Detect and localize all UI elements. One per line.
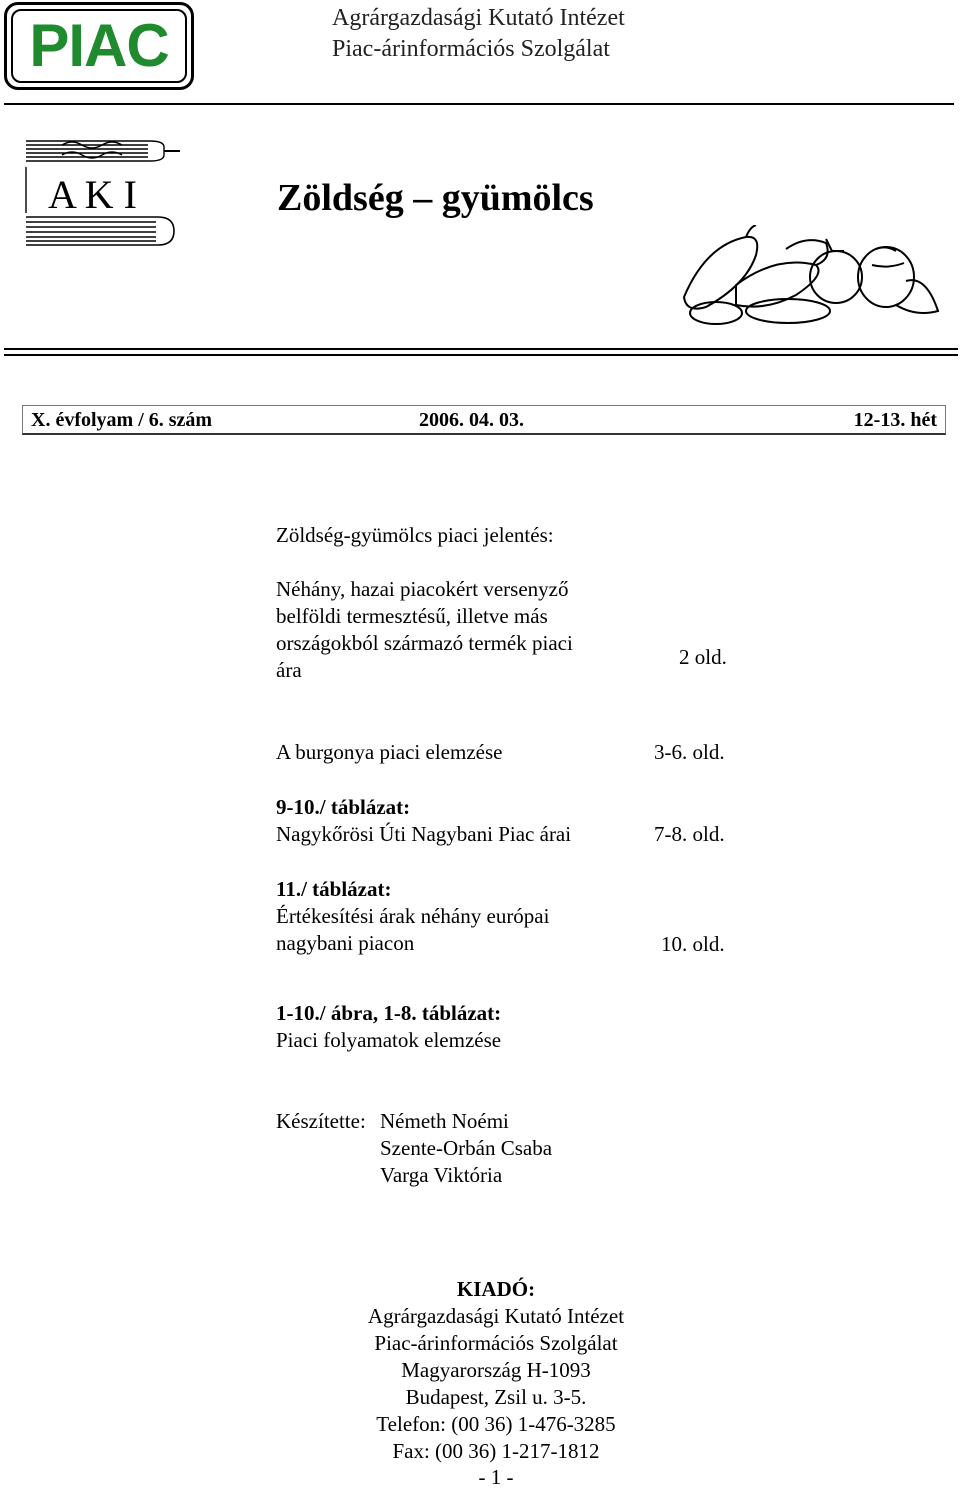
publisher-line: Agrárgazdasági Kutató Intézet [367, 1304, 625, 1328]
publisher-line: Budapest, Zsil u. 3-5. [405, 1385, 587, 1409]
section3-label: 9-10./ táblázat: [276, 795, 411, 819]
author-name: Szente-Orbán Csaba [380, 1136, 553, 1160]
section1-description [276, 576, 636, 684]
publisher-line: Telefon: (00 36) 1-476-3285 [376, 1412, 616, 1436]
piac-logo-text: PIAC [29, 12, 169, 79]
header-divider [4, 103, 954, 105]
issue-volume: X. évfolyam / 6. szám [31, 409, 213, 431]
authors-list [380, 1108, 552, 1189]
section1-line: ára [276, 658, 302, 682]
publisher-line: Piac-árinformációs Szolgálat [374, 1331, 618, 1355]
section5-label: 1-10./ ábra, 1-8. táblázat: [276, 1001, 502, 1025]
service-name: Piac-árinformációs Szolgálat [332, 36, 610, 62]
aki-logo [22, 135, 187, 253]
publisher-line: Magyarország H-1093 [401, 1358, 591, 1382]
title-divider [4, 348, 958, 356]
institute-name: Agrárgazdasági Kutató Intézet [332, 5, 625, 31]
section3-page: 7-8. old. [654, 822, 725, 846]
section4-page: 10. old. [661, 932, 725, 956]
page-number: - 1 - [478, 1465, 514, 1489]
section2-page: 3-6. old. [654, 740, 725, 764]
section4-label: 11./ táblázat: [276, 877, 392, 901]
aki-logo-text: A K I [48, 172, 137, 217]
publisher-block [296, 1276, 696, 1465]
section1-line: országokból származó termék piaci [276, 631, 573, 655]
document-title: Zöldség – gyümölcs [277, 177, 594, 219]
issue-date: 2006. 04. 03. [419, 409, 524, 431]
issue-bar [22, 405, 946, 435]
author-name: Németh Noémi [380, 1109, 509, 1133]
author-name: Varga Viktória [380, 1163, 503, 1187]
publisher-line: Fax: (00 36) 1-217-1812 [392, 1439, 600, 1463]
section1-title: Zöldség-gyümölcs piaci jelentés: [276, 523, 554, 547]
section1-line: Néhány, hazai piacokért versenyző [276, 577, 569, 601]
section4-description [276, 903, 549, 957]
section4-line: Értékesítési árak néhány európai [276, 904, 550, 928]
section2-text: A burgonya piaci elemzése [276, 740, 503, 764]
section1-page: 2 old. [679, 645, 727, 669]
piac-logo [4, 2, 194, 90]
issue-week: 12-13. hét [853, 409, 937, 431]
publisher-heading: KIADÓ: [456, 1277, 536, 1301]
section3-text: Nagykőrösi Úti Nagybani Piac árai [276, 822, 572, 846]
vegetables-illustration [676, 225, 941, 325]
section1-line: belföldi termesztésű, illetve más [276, 604, 548, 628]
section4-line: nagybani piacon [276, 931, 415, 955]
authors-label: Készítette: [276, 1109, 366, 1133]
section5-text: Piaci folyamatok elemzése [276, 1028, 502, 1052]
